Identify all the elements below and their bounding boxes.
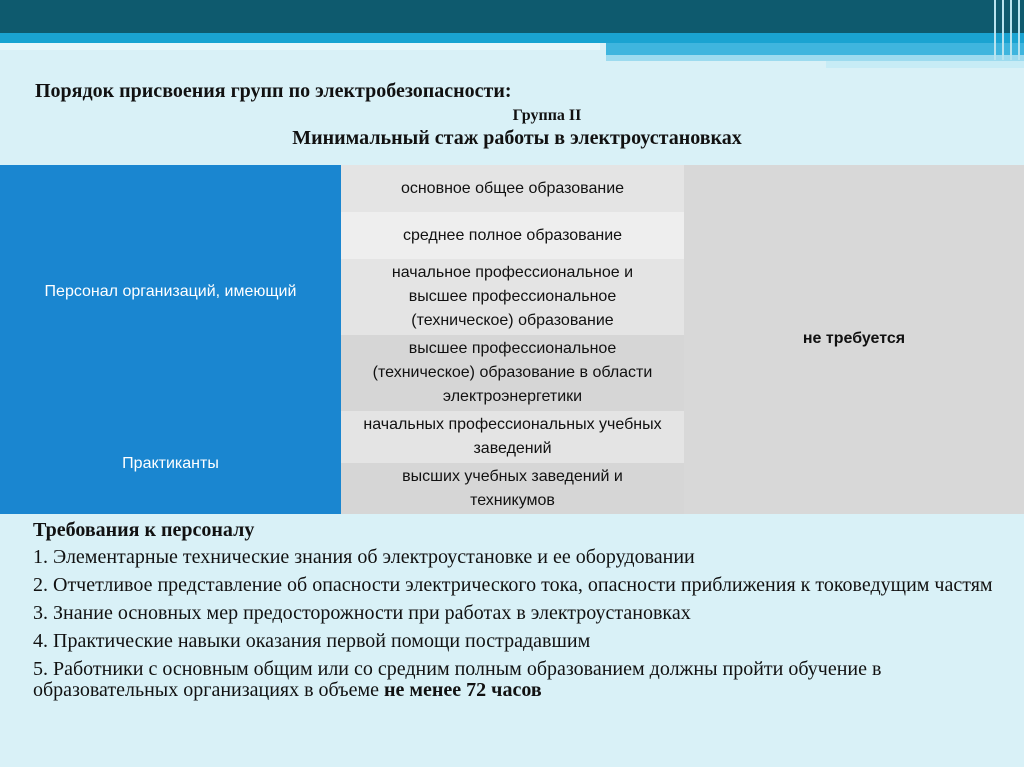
requirement-item: 1. Элементарные технические знания об электроустановке и ее оборудовании: [33, 546, 695, 568]
category-label-staff: Персонал организаций, имеющий: [44, 283, 297, 300]
requirement-item: 2. Отчетливое представление об опасности электрического тока, опасности приближения к токоведущим частям: [33, 574, 993, 596]
requirement-item: 4. Практические навыки оказания первой помощи пострадавшим: [33, 630, 591, 652]
decor-band: [606, 43, 1024, 55]
requirement-text: 5. Работники с основным общим или со средним полным образованием должны пройти обучение в образовательных организациях в объеме: [33, 658, 882, 701]
category-label-trainees: Практиканты: [122, 455, 219, 472]
education-cell: начальных профессиональных учебных заведений: [341, 411, 684, 463]
requirements-heading: Требования к персоналу: [33, 519, 255, 541]
category-column: [0, 165, 341, 514]
requirement-emphasis: не менее 72 часов: [383, 679, 542, 701]
requirement-item: 3. Знание основных мер предосторожности при работах в электроустановках: [33, 602, 691, 624]
group-subtitle: Группа II: [512, 107, 582, 124]
page-title: Порядок присвоения групп по электробезопасности:: [35, 80, 512, 102]
requirement-item: [33, 659, 998, 701]
education-cell: среднее полное образование: [341, 212, 684, 259]
education-cell: основное общее образование: [341, 165, 684, 212]
experience-value: не требуется: [802, 330, 906, 347]
section-title: Минимальный стаж работы в электроустановках: [292, 127, 742, 149]
decor-band: [826, 61, 1024, 68]
top-banner: [0, 0, 1024, 33]
education-cell: начальное профессиональное и высшее профессиональное (техническое) образование: [341, 259, 684, 335]
top-stripe: [0, 33, 1024, 43]
education-cell: высшее профессиональное (техническое) образование в области электроэнергетики: [341, 335, 684, 411]
requirements-section: [33, 520, 998, 708]
decor-lines: [994, 0, 1020, 60]
education-cell: высших учебных заведений и техникумов: [341, 463, 684, 514]
experience-column: [684, 165, 1024, 514]
decor-band: [0, 43, 600, 50]
